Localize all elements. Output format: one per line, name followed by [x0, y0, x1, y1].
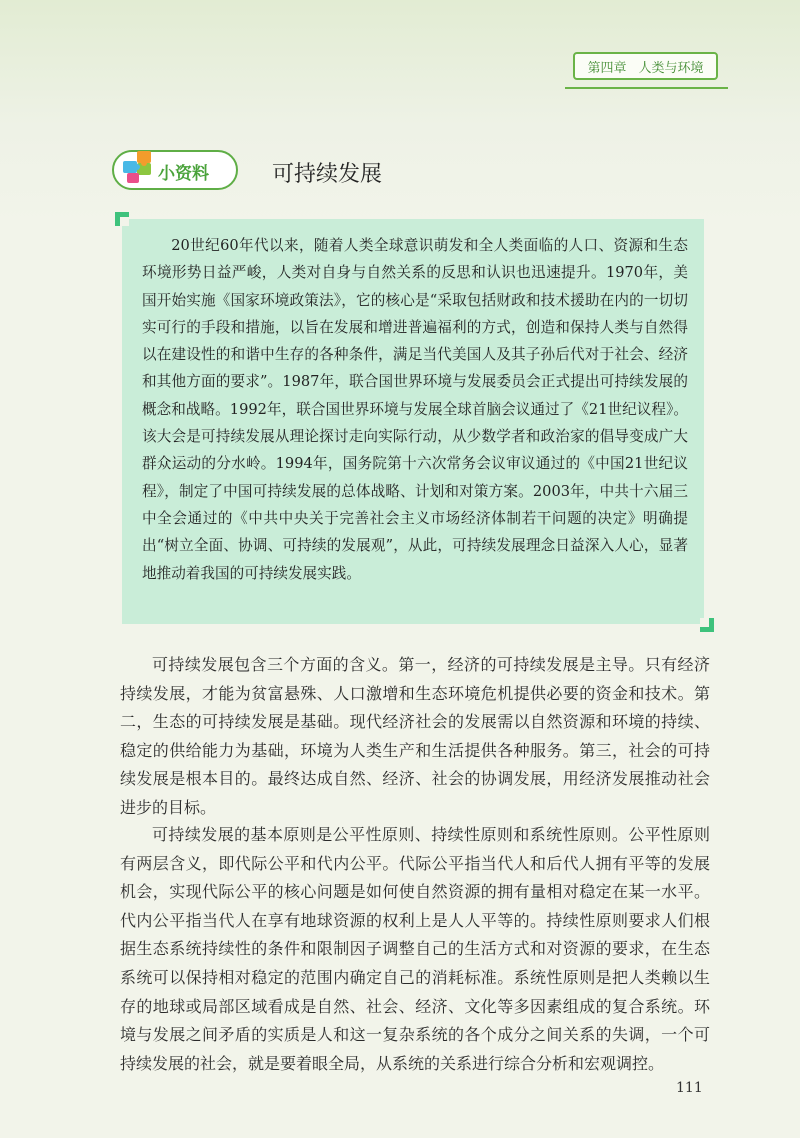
corner-mark-top-left	[115, 212, 129, 226]
body-paragraph-2: 可持续发展的基本原则是公平性原则、持续性原则和系统性原则。公平性原则有两层含义，即代际公平和代内公平。代际公平指当代人和后代人拥有平等的发展机会，实现代际公平的核心问题是如何使自然资源的拥有量相对稳定在某一水平。代内公平指当代人在享有地球资源的权利上是人人平等的。持续性原则要求人们根据生态系统持续性的条件和限制因子调整自己的生活方式和对资源的要求，在生态系统可以保持相对稳定的范围内确定自己的消耗标准。系统性原则是把人类赖以生存的地球或局部区域看成是自然、社会、经济、文化等多因素组成的复合系统。环境与发展之间矛盾的实质是人和这一复杂系统的各个成分之间关系的失调，一个可持续发展的社会，就是要着眼全局，从系统的关系进行综合分析和宏观调控。	[120, 825, 710, 1073]
header-rule	[565, 87, 728, 89]
page-number: 111	[676, 1080, 703, 1096]
puzzle-icon	[121, 149, 161, 185]
badge-label: 小资料	[158, 164, 209, 184]
note-text: 20世纪60年代以来，随着人类全球意识萌发和全人类面临的人口、资源和生态环境形势日益严峻，人类对自身与自然关系的反思和认识也迅速提升。1970年，美国开始实施《国家环境政策法》，它的核心是“采取包括财政和技术援助在内的一切切实可行的手段和措施，以旨在发展和增进普遍福利的方式，创造和保持人类与自然得以在建设性的和谐中生存的各种条件，满足当代美国人及其子孙后代对于社会、经济和其他方面的要求”。1987年，联合国世界环境与发展委员会正式提出可持续发展的概念和战略。1992年，联合国世界环境与发展全球首脑会议通过了《21世纪议程》。该大会是可持续发展从理论探讨走向实际行动，从少数学者和政治家的倡导变成广大群众运动的分水岭。1994年，国务院第十六次常务会议审议通过的《中国21世纪议程》，制定了中国可持续发展的总体战略、计划和对策方案。2003年，中共十六届三中全会通过的《中共中央关于完善社会主义市场经济体制若干问题的决定》明确提出“树立全面、协调、可持续的发展观”，从此，可持续发展理念日益深入人心，显著地推动着我国的可持续发展实践。	[142, 237, 688, 582]
corner-mark-bottom-right	[700, 618, 714, 632]
body-paragraph-1: 可持续发展包含三个方面的含义。第一，经济的可持续发展是主导。只有经济持续发展，才能为贫富悬殊、人口激增和生态环境危机提供必要的资金和技术。第二，生态的可持续发展是基础。现代经济社会的发展需以自然资源和环境的持续、稳定的供给能力为基础，环境为人类生产和生活提供各种服务。第三，社会的可持续发展是根本目的。最终达成自然、经济、社会的协调发展，用经济发展推动社会进步的目标。	[120, 655, 710, 817]
header-background	[0, 0, 800, 230]
note-title: 可持续发展	[272, 162, 383, 187]
chapter-header	[573, 52, 718, 80]
chapter-number: 第四章	[587, 60, 627, 76]
chapter-title: 人类与环境	[638, 60, 704, 76]
